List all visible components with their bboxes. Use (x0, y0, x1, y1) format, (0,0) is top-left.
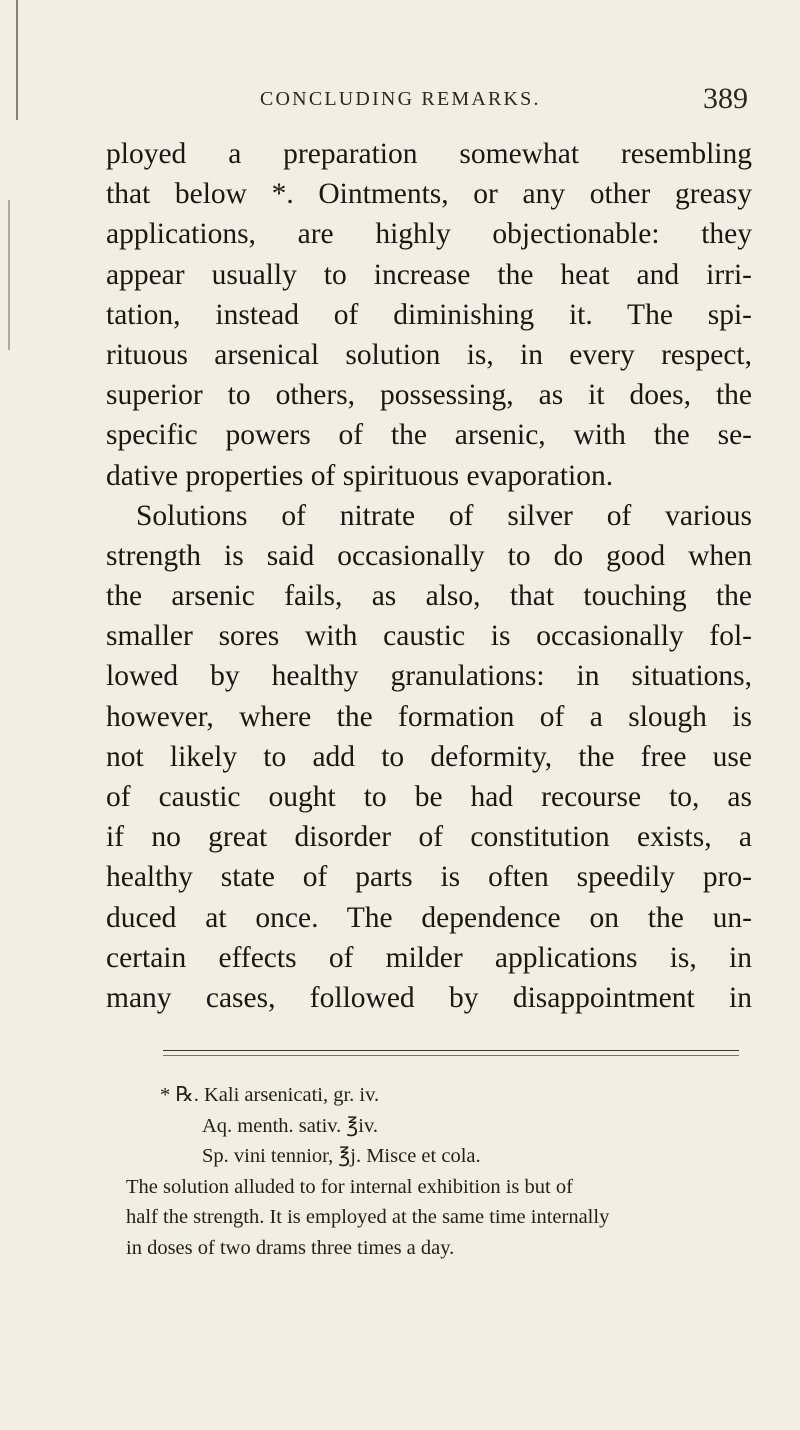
footnote-rule (163, 1050, 739, 1051)
text-line: of caustic ought to be had recourse to, as (106, 781, 752, 813)
text-line: superior to others, possessing, as it does, the (106, 379, 752, 412)
text-line: the arsenic fails, as also, that touching the (106, 580, 752, 613)
footnote-prescription-line: Aq. menth. sativ. ℥iv. (202, 1114, 379, 1137)
footnote-text-line: half the strength. It is employed at the same time internally (126, 1206, 610, 1228)
footnote-text-line: in doses of two drams three times a day. (126, 1236, 455, 1259)
footnote (126, 1080, 760, 1263)
text-line: if no great disorder of constitution exists, a (106, 821, 752, 854)
text-line: many cases, followed by disappointment in (106, 981, 752, 1014)
text-line: healthy state of parts is often speedily pro- (106, 861, 752, 894)
text-line: duced at once. The dependence on the un- (106, 901, 752, 934)
text-line: smaller sores with caustic is occasionally fol- (106, 620, 752, 653)
footnote-rule (163, 1055, 739, 1056)
text-line: strength is said occasionally to do good when (106, 539, 752, 572)
running-head: CONCLUDING REMARKS. (260, 88, 541, 110)
text-line: lowed by healthy granulations: in situations, (106, 660, 752, 693)
text-line: however, where the formation of a slough is (106, 700, 752, 733)
page-header (106, 82, 752, 122)
body-text (106, 134, 752, 1018)
text-line: appear usually to increase the heat and irri- (106, 258, 752, 291)
footnote-prescription-line: Sp. vini tennior, ℥j. Misce et cola. (202, 1145, 481, 1167)
text-line: Solutions of nitrate of silver of various (136, 499, 752, 532)
binding-edge-mark (8, 200, 10, 350)
page-number: 389 (703, 82, 748, 115)
text-line: ployed a preparation somewhat resembling (106, 138, 752, 170)
text-line: certain effects of milder applications is, in (106, 941, 752, 974)
text-line: specific powers of the arsenic, with the se- (106, 419, 752, 452)
binding-edge-mark (16, 0, 18, 120)
text-line: dative properties of spirituous evaporation. (106, 459, 614, 492)
text-line: tation, instead of diminishing it. The spi- (106, 298, 752, 331)
text-line: that below *. Ointments, or any other greasy (106, 178, 752, 211)
text-line: not likely to add to deformity, the free use (106, 740, 752, 773)
footnote-prescription-line: * ℞. Kali arsenicati, gr. iv. (160, 1084, 380, 1106)
text-line: rituous arsenical solution is, in every respect, (106, 338, 752, 371)
footnote-text-line: The solution alluded to for internal exhibition is but of (126, 1175, 573, 1198)
text-line: applications, are highly objectionable: they (106, 218, 752, 251)
